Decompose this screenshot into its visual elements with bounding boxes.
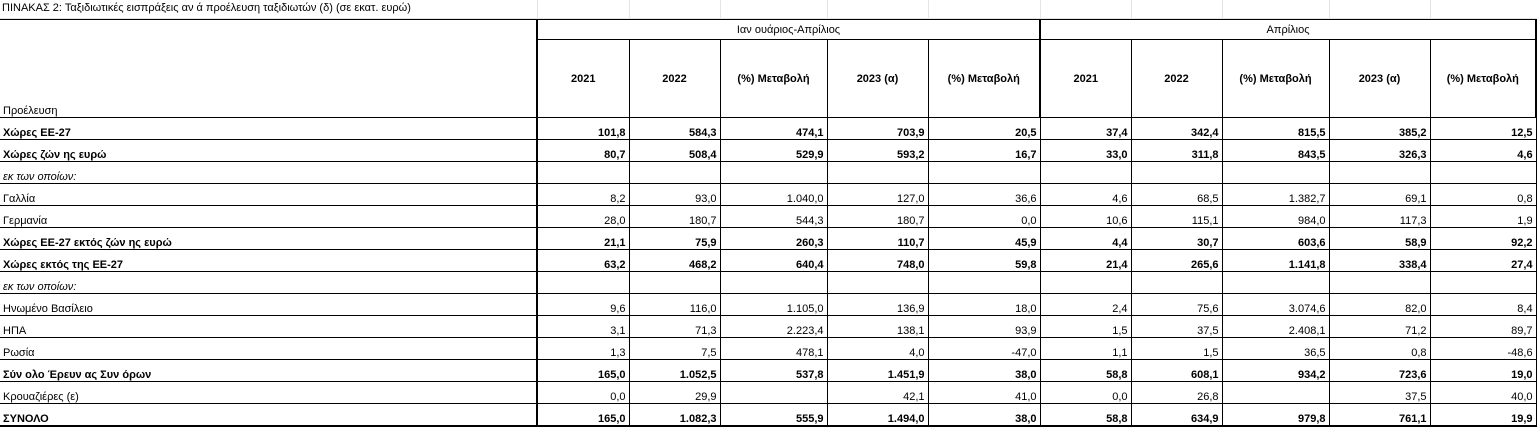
table-cell (1329, 272, 1430, 294)
row-label: Σύν ολο Έρευν ας Συν όρων (0, 360, 537, 382)
column-header: 2022 (1131, 40, 1222, 118)
table-cell: 2,4 (1040, 294, 1131, 316)
table-cell: 10,6 (1040, 206, 1131, 228)
table-cell: 58,9 (1329, 228, 1430, 250)
row-label: Χώρες εκτός της ΕΕ-27 (0, 250, 537, 272)
table-cell: 593,2 (827, 140, 928, 162)
table-row (0, 316, 1536, 338)
table-row (0, 250, 1536, 272)
table-cell (1040, 162, 1131, 184)
table-cell: 37,4 (1040, 118, 1131, 140)
table-cell: 80,7 (537, 140, 629, 162)
table-cell: 59,8 (928, 250, 1040, 272)
table-row (0, 206, 1536, 228)
table-cell (827, 272, 928, 294)
table-cell: 93,0 (629, 184, 720, 206)
table-cell (1040, 272, 1131, 294)
table-cell (537, 162, 629, 184)
table-cell: 40,0 (1430, 382, 1536, 404)
table-cell (720, 272, 827, 294)
table-title: ΠΙΝΑΚΑΣ 2: Ταξιδιωτικές εισπράξεις αν ά προέλευση ταξιδιωτών (δ) (σε εκατ. ευρώ) (2, 2, 411, 14)
table-cell: 2.223,4 (720, 316, 827, 338)
table-cell: 38,0 (928, 360, 1040, 382)
table-cell: 703,9 (827, 118, 928, 140)
table-cell: 508,4 (629, 140, 720, 162)
table-cell: 3.074,6 (1222, 294, 1329, 316)
table-cell: 71,2 (1329, 316, 1430, 338)
table-cell: 984,0 (1222, 206, 1329, 228)
table-cell: 29,9 (629, 382, 720, 404)
table-cell: 0,8 (1329, 338, 1430, 360)
table-row (0, 338, 1536, 360)
column-header: (%) Μεταβολή (1222, 40, 1329, 118)
table-row (0, 184, 1536, 206)
table-cell: 82,0 (1329, 294, 1430, 316)
table-cell: 385,2 (1329, 118, 1430, 140)
table-cell: 37,5 (1131, 316, 1222, 338)
table-cell: 0,0 (928, 206, 1040, 228)
table-cell: 180,7 (827, 206, 928, 228)
row-label: Κρουαζιέρες (ε) (0, 382, 537, 404)
table-cell: 21,4 (1040, 250, 1131, 272)
table-cell: 748,0 (827, 250, 928, 272)
table-cell: 36,6 (928, 184, 1040, 206)
table-cell (537, 272, 629, 294)
row-label: ΗΠΑ (0, 316, 537, 338)
table-cell: 1.141,8 (1222, 250, 1329, 272)
table-cell: 1.040,0 (720, 184, 827, 206)
table-cell: 468,2 (629, 250, 720, 272)
column-header: (%) Μεταβολή (720, 40, 827, 118)
column-header: 2021 (537, 40, 629, 118)
table-cell: 41,0 (928, 382, 1040, 404)
table-cell: 1.052,5 (629, 360, 720, 382)
table-cell: 474,1 (720, 118, 827, 140)
table-cell: 1.451,9 (827, 360, 928, 382)
column-header: 2022 (629, 40, 720, 118)
table-cell: 1.494,0 (827, 404, 928, 427)
table-cell: 979,8 (1222, 404, 1329, 427)
row-label: Γερμανία (0, 206, 537, 228)
table-cell: 584,3 (629, 118, 720, 140)
table-cell: 723,6 (1329, 360, 1430, 382)
receipts-table (0, 19, 1537, 427)
table-cell: 89,7 (1430, 316, 1536, 338)
table-cell: 3,1 (537, 316, 629, 338)
table-cell: 4,0 (827, 338, 928, 360)
table-row (0, 228, 1536, 250)
table-cell: 21,1 (537, 228, 629, 250)
table-row (0, 272, 1536, 294)
table-cell (720, 382, 827, 404)
table-cell: 12,5 (1430, 118, 1536, 140)
table-cell: 45,9 (928, 228, 1040, 250)
table-cell: 75,6 (1131, 294, 1222, 316)
table-cell: 69,1 (1329, 184, 1430, 206)
table-cell: 4,6 (1430, 140, 1536, 162)
table-cell: 2.408,1 (1222, 316, 1329, 338)
table-cell: 38,0 (928, 404, 1040, 427)
group-header-april: Απρίλιος (1040, 20, 1536, 40)
table-cell: 101,8 (537, 118, 629, 140)
table-cell: 1.382,7 (1222, 184, 1329, 206)
table-cell: 1,5 (1131, 338, 1222, 360)
table-cell: 0,0 (537, 382, 629, 404)
row-header-origin: Προέλευση (3, 105, 58, 117)
table-cell: 30,7 (1131, 228, 1222, 250)
table-cell: 28,0 (537, 206, 629, 228)
row-label: Γαλλία (0, 184, 537, 206)
column-header: 2023 (α) (1329, 40, 1430, 118)
table-cell: 16,7 (928, 140, 1040, 162)
table-row (0, 404, 1536, 427)
table-cell: 75,9 (629, 228, 720, 250)
table-cell: 608,1 (1131, 360, 1222, 382)
table-cell: 260,3 (720, 228, 827, 250)
table-cell: 529,9 (720, 140, 827, 162)
table-cell: 42,1 (827, 382, 928, 404)
table-cell (1131, 272, 1222, 294)
table-cell: 68,5 (1131, 184, 1222, 206)
table-cell: 93,9 (928, 316, 1040, 338)
table-cell: 117,3 (1329, 206, 1430, 228)
table-cell: 843,5 (1222, 140, 1329, 162)
table-cell: 311,8 (1131, 140, 1222, 162)
row-label: Χώρες ΕΕ-27 εκτός ζών ης ευρώ (0, 228, 537, 250)
table-cell: 165,0 (537, 360, 629, 382)
table-row (0, 382, 1536, 404)
column-header: 2023 (α) (827, 40, 928, 118)
table-cell: 1.105,0 (720, 294, 827, 316)
table-row (0, 294, 1536, 316)
table-cell: 71,3 (629, 316, 720, 338)
group-header-jan-apr: Ιαν ουάριος-Απρίλιος (537, 20, 1040, 40)
table-cell: 8,4 (1430, 294, 1536, 316)
table-cell (928, 162, 1040, 184)
table-cell: 634,9 (1131, 404, 1222, 427)
table-cell (720, 162, 827, 184)
table-cell: 1.082,3 (629, 404, 720, 427)
table-cell: -47,0 (928, 338, 1040, 360)
table-cell: 115,1 (1131, 206, 1222, 228)
table-cell (1430, 272, 1536, 294)
table-cell: 19,0 (1430, 360, 1536, 382)
table-cell: 63,2 (537, 250, 629, 272)
table-cell: 19,9 (1430, 404, 1536, 427)
row-label: Χώρες ζών ης ευρώ (0, 140, 537, 162)
row-label: Χώρες ΕΕ-27 (0, 118, 537, 140)
table-cell (629, 272, 720, 294)
table-cell: 342,4 (1131, 118, 1222, 140)
column-header: (%) Μεταβολή (928, 40, 1040, 118)
table-cell: 7,5 (629, 338, 720, 360)
row-label: ΣΥΝΟΛΟ (0, 404, 537, 427)
table-cell: 1,5 (1040, 316, 1131, 338)
table-cell (1222, 382, 1329, 404)
table-cell: 934,2 (1222, 360, 1329, 382)
table-cell: 0,0 (1040, 382, 1131, 404)
table-cell: 116,0 (629, 294, 720, 316)
table-cell: 58,8 (1040, 404, 1131, 427)
table-cell: 537,8 (720, 360, 827, 382)
table-cell: 36,5 (1222, 338, 1329, 360)
table-cell: 1,9 (1430, 206, 1536, 228)
table-cell: 110,7 (827, 228, 928, 250)
table-cell: 20,5 (928, 118, 1040, 140)
table-cell: 326,3 (1329, 140, 1430, 162)
group-header-row (0, 20, 1536, 40)
column-header: 2021 (1040, 40, 1131, 118)
table-cell (1222, 162, 1329, 184)
table-cell: 478,1 (720, 338, 827, 360)
table-cell: -48,6 (1430, 338, 1536, 360)
table-cell: 815,5 (1222, 118, 1329, 140)
row-label: εκ των οποίων: (0, 162, 537, 184)
table-cell (1329, 162, 1430, 184)
table-row (0, 162, 1536, 184)
table-cell (629, 162, 720, 184)
row-label: Ηνωμένο Βασίλειο (0, 294, 537, 316)
table-cell: 33,0 (1040, 140, 1131, 162)
row-label: Ρωσία (0, 338, 537, 360)
table-cell: 27,4 (1430, 250, 1536, 272)
table-cell: 4,4 (1040, 228, 1131, 250)
table-cell: 180,7 (629, 206, 720, 228)
table-cell: 138,1 (827, 316, 928, 338)
table-cell: 544,3 (720, 206, 827, 228)
table-cell: 127,0 (827, 184, 928, 206)
table-row (0, 360, 1536, 382)
table-cell: 18,0 (928, 294, 1040, 316)
table-cell: 4,6 (1040, 184, 1131, 206)
table-cell: 1,1 (1040, 338, 1131, 360)
table-cell (827, 162, 928, 184)
table-cell: 338,4 (1329, 250, 1430, 272)
table-row (0, 118, 1536, 140)
table-cell: 165,0 (537, 404, 629, 427)
table-cell: 9,6 (537, 294, 629, 316)
table-cell: 1,3 (537, 338, 629, 360)
table-cell (1430, 162, 1536, 184)
table-cell (1131, 162, 1222, 184)
row-label: εκ των οποίων: (0, 272, 537, 294)
table-cell: 26,8 (1131, 382, 1222, 404)
table-cell: 136,9 (827, 294, 928, 316)
table-cell: 92,2 (1430, 228, 1536, 250)
table-cell: 761,1 (1329, 404, 1430, 427)
table-cell: 640,4 (720, 250, 827, 272)
table-cell: 265,6 (1131, 250, 1222, 272)
table-cell: 8,2 (537, 184, 629, 206)
table-cell (1222, 272, 1329, 294)
table-cell: 0,8 (1430, 184, 1536, 206)
table-row (0, 140, 1536, 162)
column-header-row (0, 40, 1536, 118)
table-cell (928, 272, 1040, 294)
table-cell: 555,9 (720, 404, 827, 427)
table-cell: 37,5 (1329, 382, 1430, 404)
column-header: (%) Μεταβολή (1430, 40, 1536, 118)
table-cell: 603,6 (1222, 228, 1329, 250)
table-cell: 58,8 (1040, 360, 1131, 382)
